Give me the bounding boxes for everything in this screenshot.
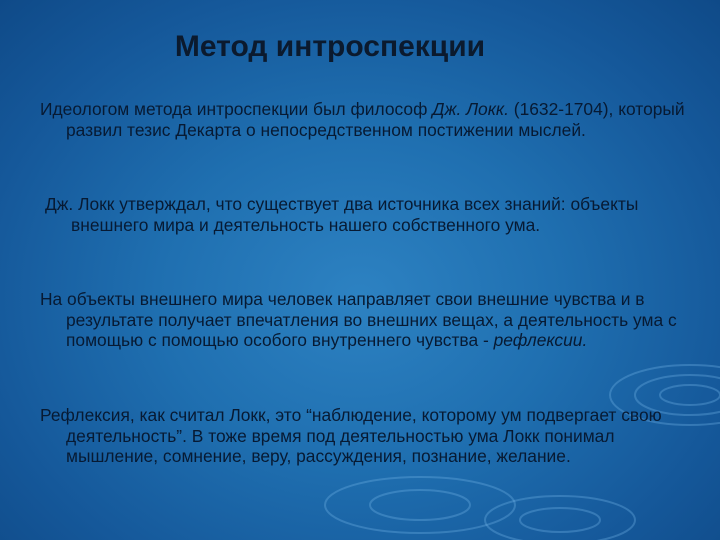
emphasis-locke: Дж. Локк. <box>432 99 509 119</box>
paragraph-text: На объекты внешнего мира человек направляет свои внешние чувства и в результате получает впечатления во внешних вещах, а деятельность ума с помощью с помощью особого внутреннего чувства - <box>40 289 677 350</box>
paragraph-external-senses <box>40 289 706 351</box>
slide-title: Метод интроспекции <box>174 30 486 63</box>
paragraph-two-sources: Дж. Локк утверждал, что существует два источника всех знаний: объекты внешнего мира и деятельность нашего собственного ума. <box>45 194 639 235</box>
paragraph-locke-intro <box>40 99 706 140</box>
paragraph-text-continued: (1632-1704), который развил тезис Декарта о непосредственном постижении мыслей. <box>66 99 685 140</box>
paragraph-text: Идеологом метода интроспекции был философ <box>40 99 433 119</box>
paragraph-reflection-definition: Рефлексия, как считал Локк, это “наблюдение, которому ум подвергает свою деятельность”. В тоже время под деятельностью ума Локк понимал мышление, сомнение, веру, рассуждения, познание, желание. <box>40 405 662 466</box>
emphasis-reflection: рефлексии. <box>493 330 588 350</box>
